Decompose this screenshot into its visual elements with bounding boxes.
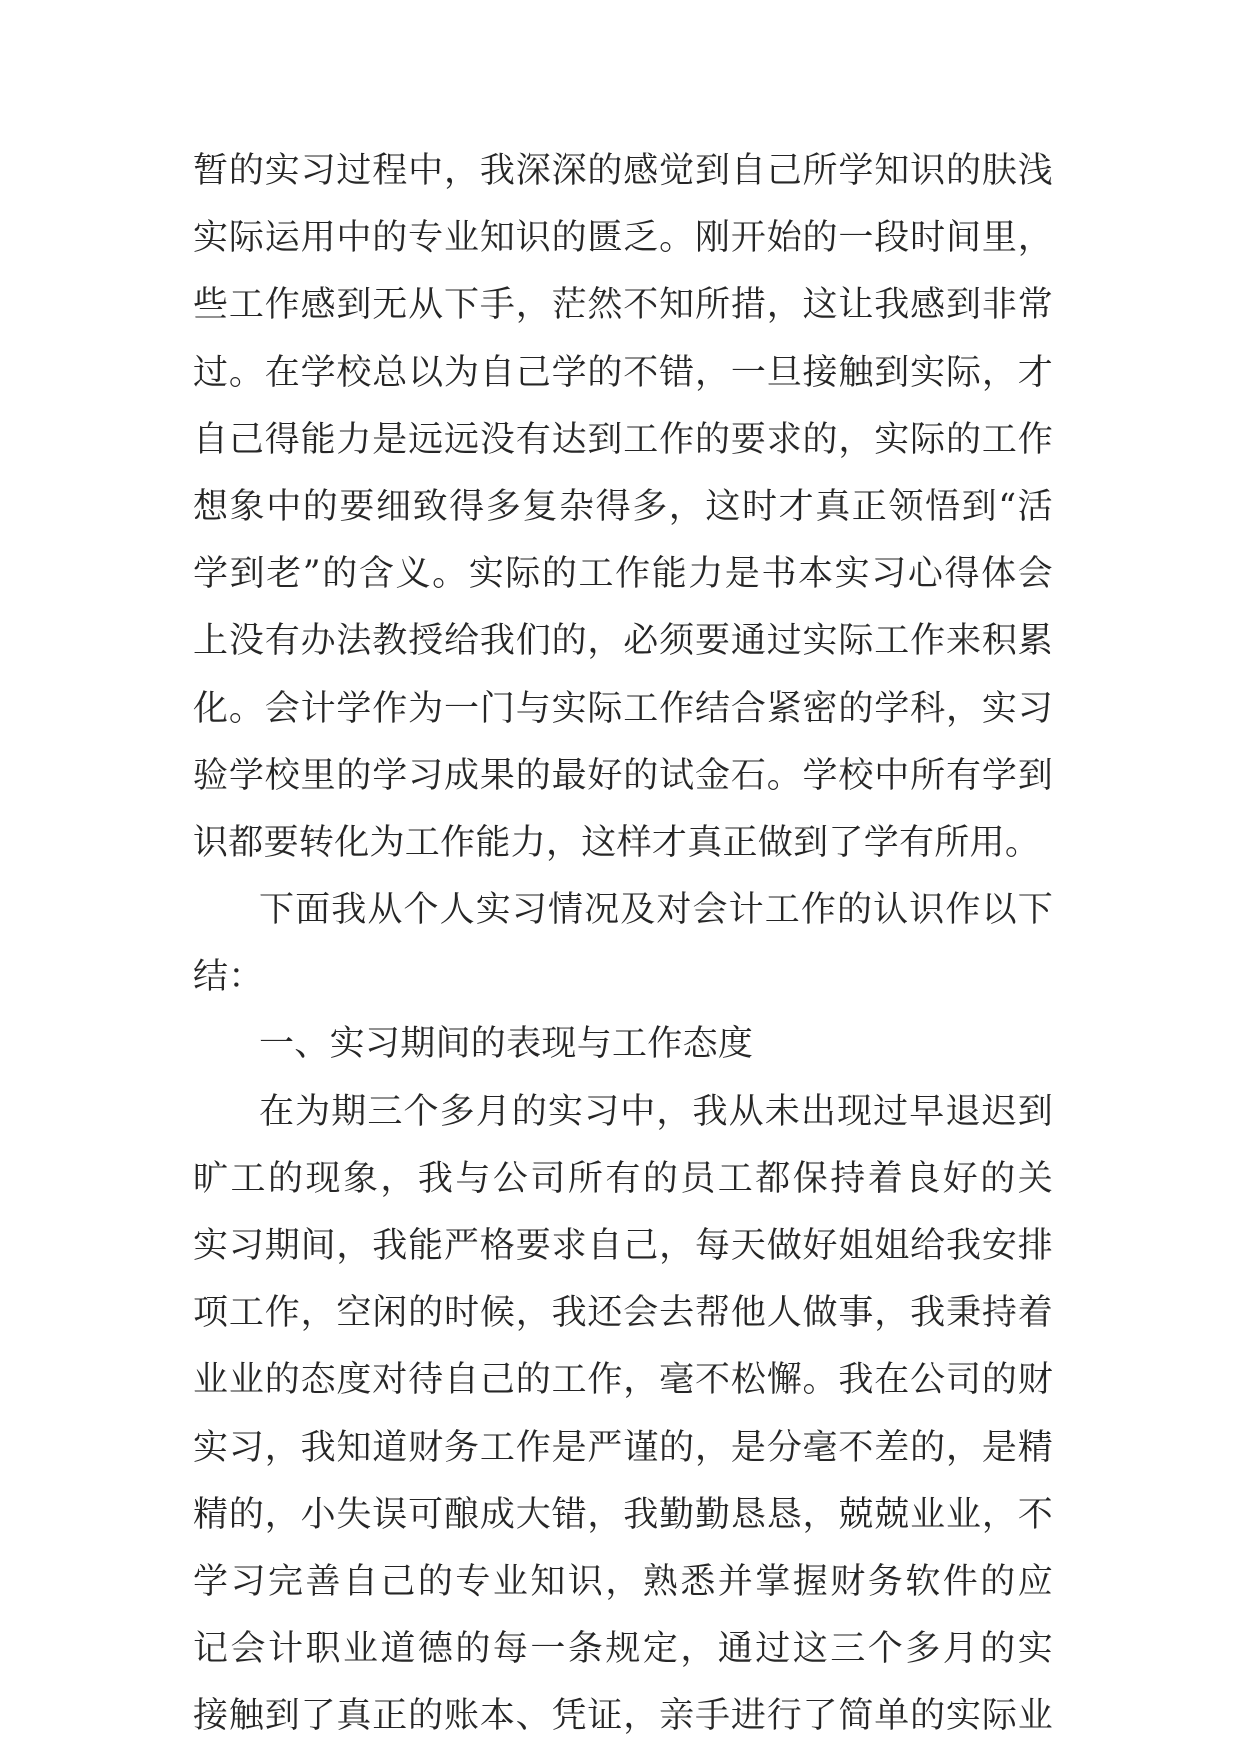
text-line: 接触到了真正的账本、凭证，亲手进行了简单的实际业 <box>193 1696 1053 1737</box>
text-line: 识都要转化为工作能力，这样才真正做到了学有所用。 <box>193 822 1041 863</box>
text-line: 暂的实习过程中，我深深的感觉到自己所学知识的肤浅 <box>193 151 1053 191</box>
text-line: 在为期三个多月的实习中，我从未出现过早退迟到 <box>259 1091 1053 1132</box>
text-line: 验学校里的学习成果的最好的试金石。学校中所有学到 <box>193 755 1053 796</box>
text-line: 下面我从个人实习情况及对会计工作的认识作以下 <box>259 890 1053 931</box>
text-line: 自己得能力是远远没有达到工作的要求的，实际的工作 <box>193 419 1053 460</box>
text-line: 上没有办法教授给我们的，必须要通过实际工作来积累 <box>193 621 1053 662</box>
text-line: 一、实习期间的表现与工作态度 <box>259 1024 754 1065</box>
text-line: 实际运用中的专业知识的匮乏。刚开始的一段时间里， <box>193 218 1053 259</box>
text-line: 学习完善自己的专业知识，熟悉并掌握财务软件的应 <box>193 1561 1053 1602</box>
text-line: 过。在学校总以为自己学的不错，一旦接触到实际，才 <box>193 352 1053 393</box>
text-line: 些工作感到无从下手，茫然不知所措，这让我感到非常 <box>193 285 1053 326</box>
text-line: 想象中的要细致得多复杂得多，这时才真正领悟到“活 <box>193 486 1053 527</box>
text-line: 业业的态度对待自己的工作，毫不松懈。我在公司的财 <box>193 1360 1053 1401</box>
body-text <box>193 138 1053 1751</box>
text-line: 学到老”的含义。实际的工作能力是书本实习心得体会 <box>193 554 1053 595</box>
text-line: 旷工的现象，我与公司所有的员工都保持着良好的关 <box>193 1158 1053 1199</box>
text-line: 精的，小失误可酿成大错，我勤勤恳恳，兢兢业业，不 <box>193 1494 1053 1535</box>
text-line: 化。会计学作为一门与实际工作结合紧密的学科，实习 <box>193 688 1053 729</box>
text-line: 结： <box>193 957 264 998</box>
text-line: 实习，我知道财务工作是严谨的，是分毫不差的，是精 <box>193 1427 1053 1468</box>
text-line: 项工作，空闲的时候，我还会去帮他人做事，我秉持着 <box>193 1293 1053 1334</box>
text-line: 实习期间，我能严格要求自己，每天做好姐姐给我安排 <box>193 1226 1053 1266</box>
text-line: 记会计职业道德的每一条规定，通过这三个多月的实 <box>193 1629 1053 1670</box>
